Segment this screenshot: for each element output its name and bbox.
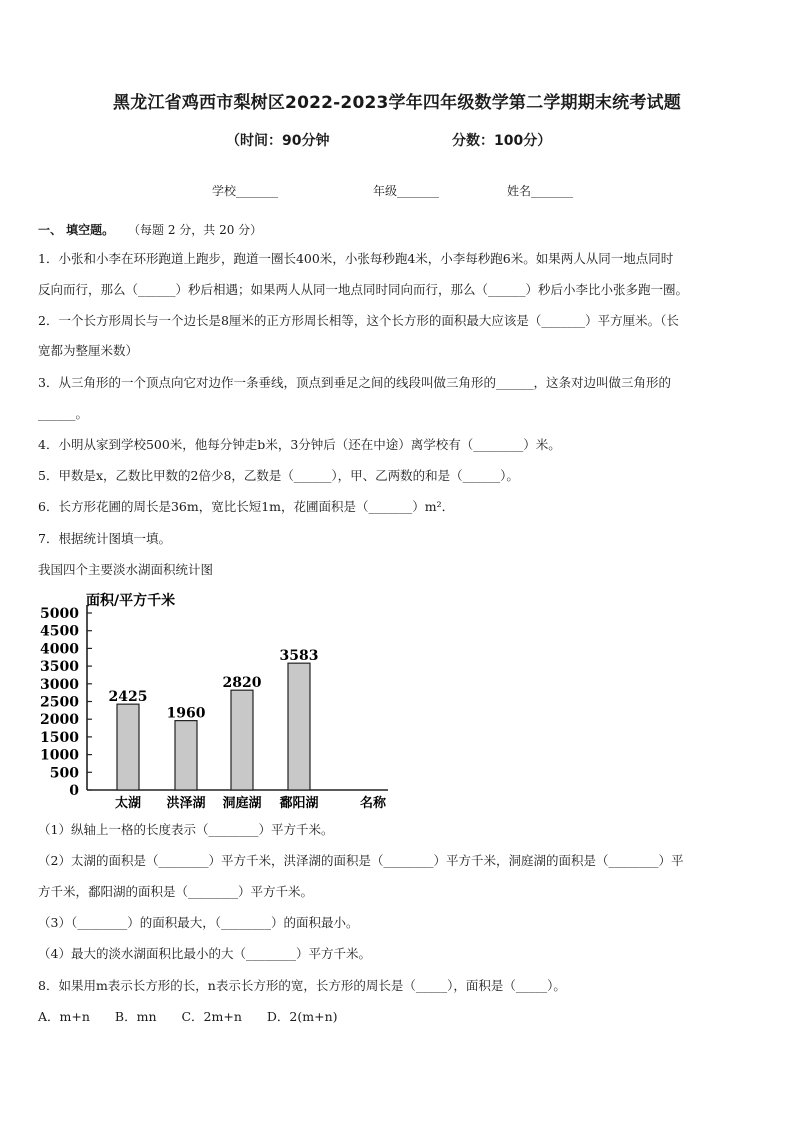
question-7-sub-4: （4）最大的淡水湖面积比最小的大（________）平方千米。 bbox=[38, 946, 371, 961]
question-8: 8．如果用m表示长方形的长，n表示长方形的宽，长方形的周长是（_____），面积是（_____）。 bbox=[38, 978, 566, 993]
data-label: 1960 bbox=[166, 705, 206, 722]
question-7-sub-2-line-2: 方千米，鄱阳湖的面积是（________）平方千米。 bbox=[38, 884, 314, 899]
question-7: 7．根据统计图填一填。 bbox=[38, 531, 171, 546]
category-label: 洪泽湖 bbox=[166, 796, 206, 811]
data-label: 2425 bbox=[108, 689, 148, 706]
school-field: 学校_______ bbox=[212, 184, 279, 198]
question-2-line-1: 2．一个长方形周长与一个边长是8厘米的正方形周长相等，这个长方形的面积最大应该是（_______）平方厘米。（长 bbox=[38, 313, 679, 328]
bar bbox=[175, 721, 197, 790]
question-1-line-1: 1．小张和小李在环形跑道上跑步，跑道一圈长400米，小张每秒跑4米，小李每秒跑6米。如果两人从同一地点同时 bbox=[38, 251, 674, 266]
x-axis-label: 名称 bbox=[360, 796, 387, 811]
y-tick-label: 1500 bbox=[40, 729, 79, 746]
y-tick-label: 2500 bbox=[40, 694, 79, 711]
question-7-sub-3: （3）（________）的面积最大，（________）的面积最小。 bbox=[38, 915, 359, 930]
y-tick-label: 5000 bbox=[40, 606, 79, 622]
question-8-options: A．m+n B．mn C．2m+n D．2(m+n) bbox=[38, 1009, 338, 1024]
y-tick-label: 2000 bbox=[40, 712, 79, 729]
data-label: 2820 bbox=[222, 675, 262, 692]
question-5: 5．甲数是x，乙数比甲数的2倍少8，乙数是（______），甲、乙两数的和是（______）。 bbox=[38, 468, 519, 483]
y-tick-label: 3000 bbox=[40, 676, 79, 693]
chart-title: 我国四个主要淡水湖面积统计图 bbox=[38, 562, 214, 577]
y-tick-label: 4000 bbox=[40, 641, 79, 658]
y-axis-label: 面积/平方千米 bbox=[86, 593, 176, 609]
question-6: 6．长方形花圃的周长是36m，宽比长短1m，花圃面积是（_______）m²． bbox=[38, 499, 455, 514]
section-heading bbox=[38, 222, 758, 238]
y-tick-label: 3500 bbox=[40, 659, 79, 676]
y-tick-label: 4500 bbox=[40, 623, 79, 640]
question-1-line-2: 反向而行，那么（______）秒后相遇；如果两人从同一地点同时同向而行，那么（______）秒后小李比小张多跑一圈。 bbox=[38, 282, 689, 297]
section-title: 一、 填空题。 bbox=[38, 223, 115, 237]
question-7-sub-2-line-1: （2）太湖的面积是（________）平方千米，洪泽湖的面积是（________）平方千米，洞庭湖的面积是（________）平 bbox=[38, 853, 684, 868]
grade-field: 年级_______ bbox=[373, 184, 440, 198]
section-note: （每题 2 分，共 20 分） bbox=[128, 223, 263, 237]
question-3-line-2: ______。 bbox=[38, 406, 89, 421]
bar bbox=[117, 704, 139, 790]
score-label: 分数：100分） bbox=[452, 133, 552, 149]
question-7-sub-1: （1）纵轴上一格的长度表示（________）平方千米。 bbox=[38, 822, 334, 837]
bar bbox=[231, 690, 253, 790]
question-4: 4．小明从家到学校500米，他每分钟走b米，3分钟后（还在中途）离学校有（________）米。 bbox=[38, 437, 561, 452]
question-2-line-2: 宽都为整厘米数） bbox=[38, 343, 139, 358]
name-field: 姓名_______ bbox=[507, 184, 574, 198]
page-title: 黑龙江省鸡西市梨树区2022-2023学年四年级数学第二学期期末统考试题 bbox=[113, 93, 681, 113]
bar-chart bbox=[30, 588, 400, 818]
y-tick-label: 0 bbox=[69, 783, 79, 799]
data-label: 3583 bbox=[279, 648, 319, 665]
category-label: 鄱阳湖 bbox=[279, 796, 319, 811]
category-label: 洞庭湖 bbox=[222, 796, 262, 811]
category-label: 太湖 bbox=[114, 796, 142, 811]
question-3-line-1: 3．从三角形的一个顶点向它对边作一条垂线，顶点到垂足之间的线段叫做三角形的______，这条对边叫做三角形的 bbox=[38, 375, 671, 390]
y-tick-label: 500 bbox=[49, 765, 79, 782]
bar bbox=[288, 663, 310, 790]
time-label: （时间：90分钟 bbox=[226, 133, 330, 149]
y-tick-label: 1000 bbox=[40, 747, 79, 764]
